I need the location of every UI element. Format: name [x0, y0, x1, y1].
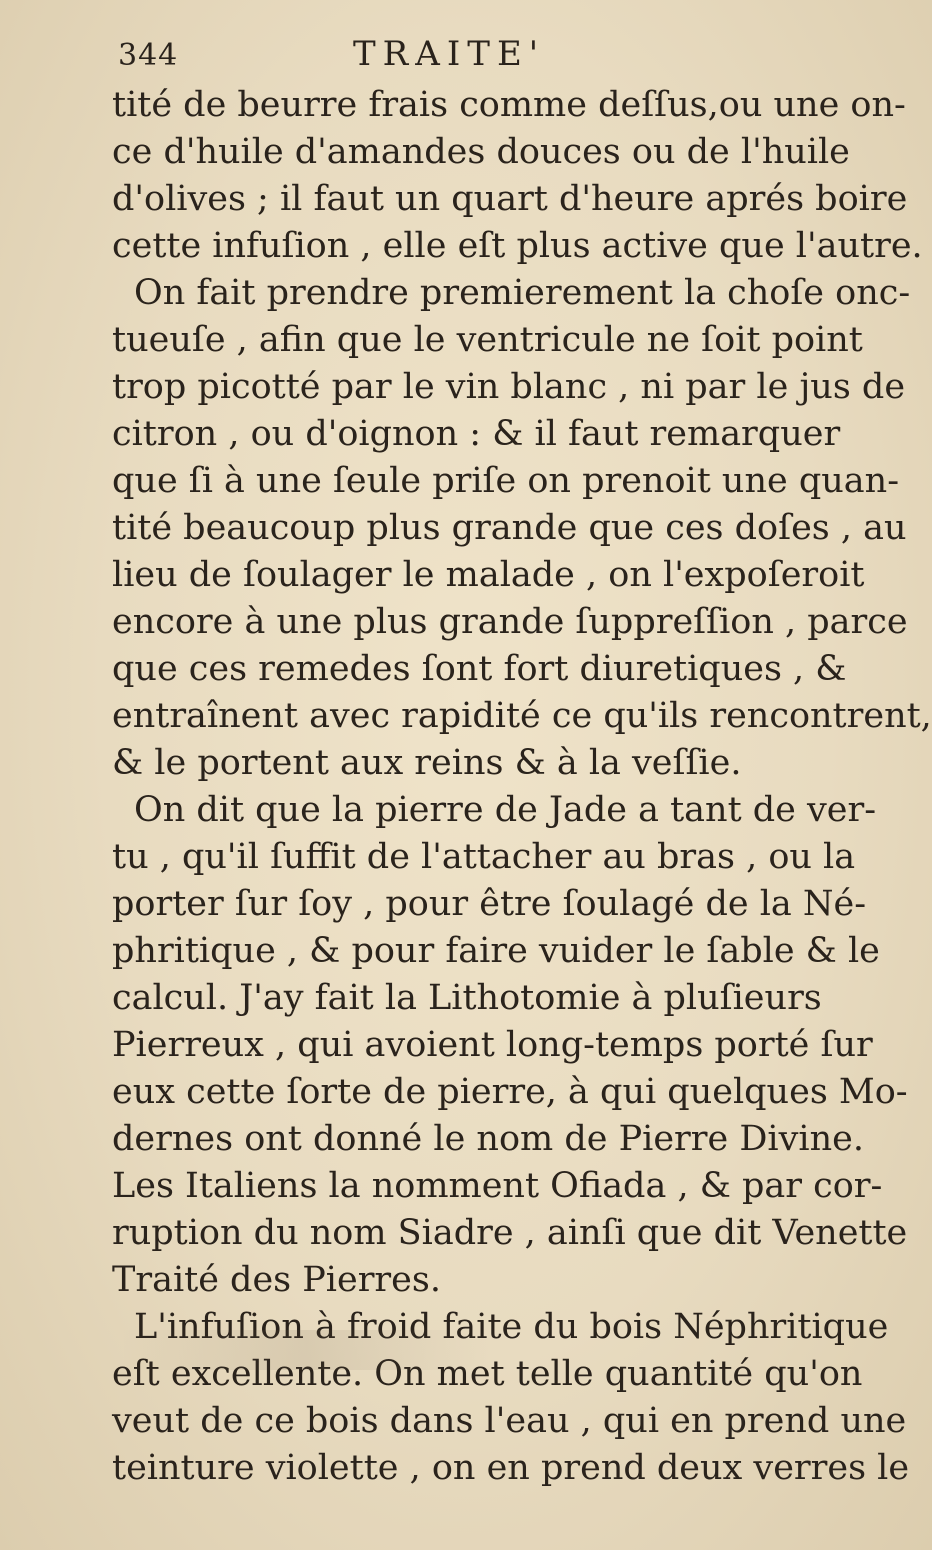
page-header: [0, 34, 800, 86]
text-line: Pierreux , qui avoient long-temps porté ſur: [112, 1025, 873, 1065]
text-line: que ces remedes ſont fort diuretiques , &: [112, 649, 847, 689]
text-line: ruption du nom Siadre , ainſi que dit Venette: [112, 1213, 908, 1253]
text-line: Les Italiens la nomment Ofiada , & par cor-: [112, 1166, 883, 1206]
text-line: encore à une plus grande ſuppreſſion , parce: [112, 602, 908, 642]
text-line: calcul. J'ay fait la Lithotomie à pluſieurs: [112, 978, 822, 1018]
text-line: & le portent aux reins & à la veſſie.: [112, 743, 742, 783]
body-text: [112, 82, 932, 1492]
text-line: Traité des Pierres.: [112, 1260, 441, 1300]
text-line: eux cette ſorte de pierre, à qui quelques Mo-: [112, 1072, 908, 1112]
text-line: veut de ce bois dans l'eau , qui en prend une: [112, 1401, 907, 1441]
paper-stain: [120, 1330, 740, 1370]
text-line: eſt excellente. On met telle quantité qu'on: [112, 1354, 863, 1394]
text-line: phritique , & pour faire vuider le ſable & le: [112, 931, 880, 971]
text-line: entraînent avec rapidité ce qu'ils rencontrent,: [112, 696, 932, 736]
text-line: tité beaucoup plus grande que ces doſes , au: [112, 508, 907, 548]
text-line: d'olives ; il faut un quart d'heure aprés boire: [112, 179, 908, 219]
text-line: trop picotté par le vin blanc , ni par le jus de: [112, 367, 906, 407]
text-line: dernes ont donné le nom de Pierre Divine.: [112, 1119, 864, 1159]
text-line: tueuſe , afin que le ventricule ne ſoit point: [112, 320, 863, 360]
text-line: tité de beurre frais comme deſſus,ou une on-: [112, 85, 906, 125]
text-line: citron , ou d'oignon : & il faut remarquer: [112, 414, 841, 454]
text-line: tu , qu'il ſuffit de l'attacher au bras , ou la: [112, 837, 856, 877]
text-line: que ſi à une ſeule priſe on prenoit une quan-: [112, 461, 900, 501]
text-line: L'infuſion à froid faite du bois Néphritique: [134, 1307, 889, 1347]
text-line: On dit que la pierre de Jade a tant de ver-: [134, 790, 877, 830]
text-line: lieu de ſoulager le malade , on l'expoſeroit: [112, 555, 865, 595]
text-line: porter ſur ſoy , pour être ſoulagé de la Né-: [112, 884, 867, 924]
text-line: On fait prendre premierement la choſe onc-: [134, 273, 911, 313]
running-head: TRAITE': [353, 34, 546, 74]
page-number: 344: [118, 38, 179, 73]
text-line: ce d'huile d'amandes douces ou de l'huile: [112, 132, 850, 172]
text-line: cette infuſion , elle eſt plus active que l'autre.: [112, 226, 923, 266]
text-line: teinture violette , on en prend deux verres le: [112, 1448, 910, 1488]
